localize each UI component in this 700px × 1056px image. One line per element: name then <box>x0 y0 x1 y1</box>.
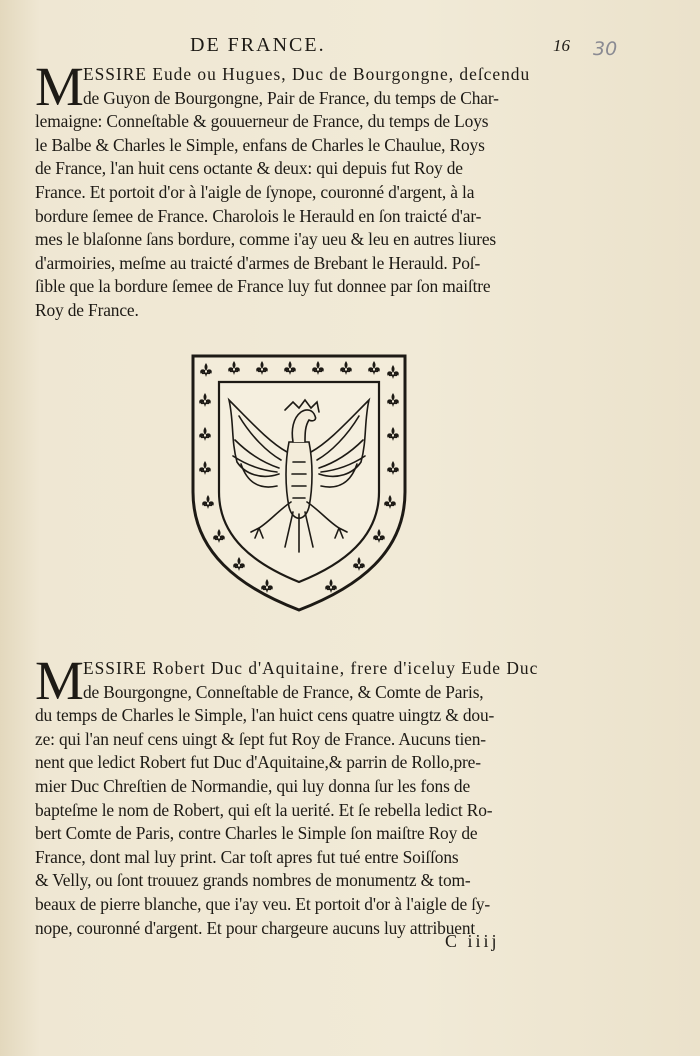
text-line: ESSIRE Eude ou Hugues, Duc de Bourgongne, deſcendu <box>83 64 531 84</box>
pencil-annotation: 30 <box>593 38 618 60</box>
text-line: bordure ſemee de France. Charolois le Herauld en ſon traicté d'ar- <box>35 205 482 226</box>
text-line: le Balbe & Charles le Simple, enfans de Charles le Chaulue, Roys <box>35 134 485 155</box>
text-line: ze: qui l'an neuf cens uingt & ſept fut Roy de France. Aucuns tien- <box>35 728 486 749</box>
text-line: d'armoiries, meſme au traicté d'armes de Brebant le Herauld. Poſ- <box>35 252 481 273</box>
text-line: du temps de Charles le Simple, l'an huict cens quatre uingtz & dou- <box>35 705 495 726</box>
text-line: ſible que la bordure ſemee de France luy fut donnee par ſon maiſtre <box>35 276 491 297</box>
text-line: bert Comte de Paris, contre Charles le Simple ſon maiſtre Roy de <box>35 823 478 844</box>
folio-number: 16 <box>553 36 570 55</box>
text-line: de Guyon de Bourgongne, Pair de France, du temps de Char- <box>83 87 499 108</box>
text-line: France, dont mal luy print. Car toſt apres fut tué entre Soiſſons <box>35 846 459 867</box>
paragraph-eude <box>35 63 570 323</box>
drop-cap-initial: M <box>35 658 84 705</box>
text-line: de Bourgongne, Conneſtable de France, & Comte de Paris, <box>83 681 484 702</box>
text-line: mier Duc Chreſtien de Normandie, qui luy donna ſur les fons de <box>35 775 471 796</box>
signature-mark: C iiij <box>445 931 500 951</box>
text-line: de France, l'an huit cens octante & deux: qui depuis fut Roy de <box>35 158 463 179</box>
text-line: & Velly, ou ſont trouuez grands nombres de monumentz & tom- <box>35 870 471 891</box>
paragraph-robert <box>35 657 570 940</box>
drop-cap-initial: M <box>35 64 84 111</box>
text-line: beaux de pierre blanche, que i'ay veu. Et portoit d'or à l'aigle de ſy- <box>35 893 491 914</box>
text-line: France. Et portoit d'or à l'aigle de ſynope, couronné d'argent, à la <box>35 181 475 202</box>
text-line: bapteſme le nom de Robert, qui eſt la uerité. Et ſe rebella ledict Ro- <box>35 799 493 820</box>
running-title: DE FRANCE. <box>190 34 326 56</box>
text-line: lemaigne: Conneſtable & gouuerneur de France, du temps de Loys <box>35 111 489 132</box>
text-line: nent que ledict Robert fut Duc d'Aquitaine,& parrin de Rollo,pre- <box>35 752 481 773</box>
text-line: nope, couronné d'argent. Et pour chargeure aucuns luy attribuent <box>35 917 476 938</box>
text-line: ESSIRE Robert Duc d'Aquitaine, frere d'iceluy Eude Duc <box>83 658 539 678</box>
text-line: Roy de France. <box>35 299 139 320</box>
text-line: mes le blaſonne ſans bordure, comme i'ay ueu & leu en autres liures <box>35 229 497 250</box>
coat-of-arms-eagle-icon <box>189 352 409 614</box>
